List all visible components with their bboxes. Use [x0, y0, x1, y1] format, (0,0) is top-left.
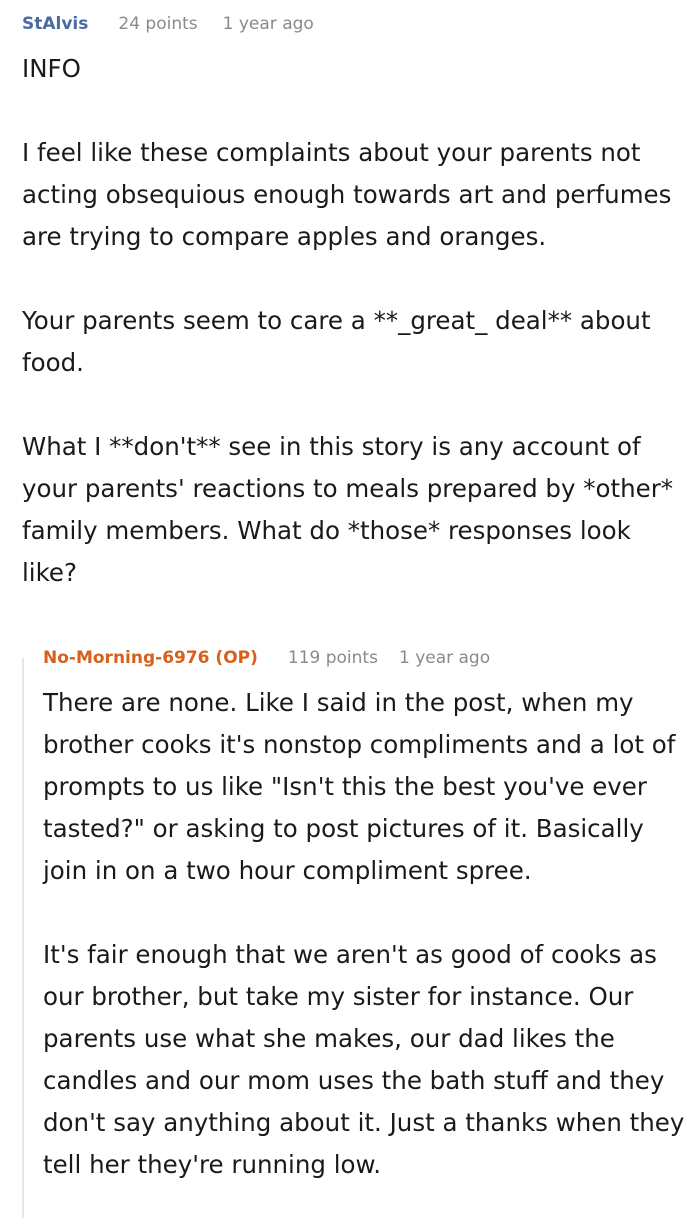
comment-paragraph: There are none. Like I said in the post, when my brother cooks it's nonstop compliments and a lot of prompts to us like "Isn't this the best you've ever tasted?" or asking to post pictures of it. Basically join in on a two hour compliment spree.: [43, 688, 676, 885]
thread-line[interactable]: [22, 658, 24, 1218]
comment-points: 24 points: [118, 14, 198, 34]
comment-author-link[interactable]: StAlvis: [22, 14, 89, 34]
comment-author-link[interactable]: No-Morning-6976 (OP): [43, 648, 258, 668]
comment-timestamp: 1 year ago: [222, 14, 314, 34]
comment-meta: [22, 14, 692, 48]
comment-paragraph: Your parents seem to care a **_great_ deal** about food.: [22, 306, 651, 377]
comment-stalvis: [22, 14, 692, 594]
comment-timestamp: 1 year ago: [398, 648, 491, 668]
comment-body: [43, 682, 692, 1186]
comment-paragraph: It's fair enough that we aren't as good of cooks as our brother, but take my sister for instance. Our parents use what she makes, our dad likes the candles and our mom uses the bath stuff and they don't say anything about it. Just a thanks when they tell her they're running low.: [43, 940, 685, 1179]
comment-meta: [43, 648, 692, 682]
comment-paragraph: INFO: [22, 54, 81, 83]
comment-reply-op: [22, 648, 692, 1186]
comment-paragraph: I feel like these complaints about your parents not acting obsequious enough towards art and perfumes are trying to compare apples and oranges.: [22, 138, 672, 251]
comment-body: [22, 48, 692, 594]
comment-paragraph: What I **don't** see in this story is any account of your parents' reactions to meals prepared by *other* family members. What do *those* responses look like?: [22, 432, 674, 587]
comment-points: 119 points: [287, 648, 378, 668]
